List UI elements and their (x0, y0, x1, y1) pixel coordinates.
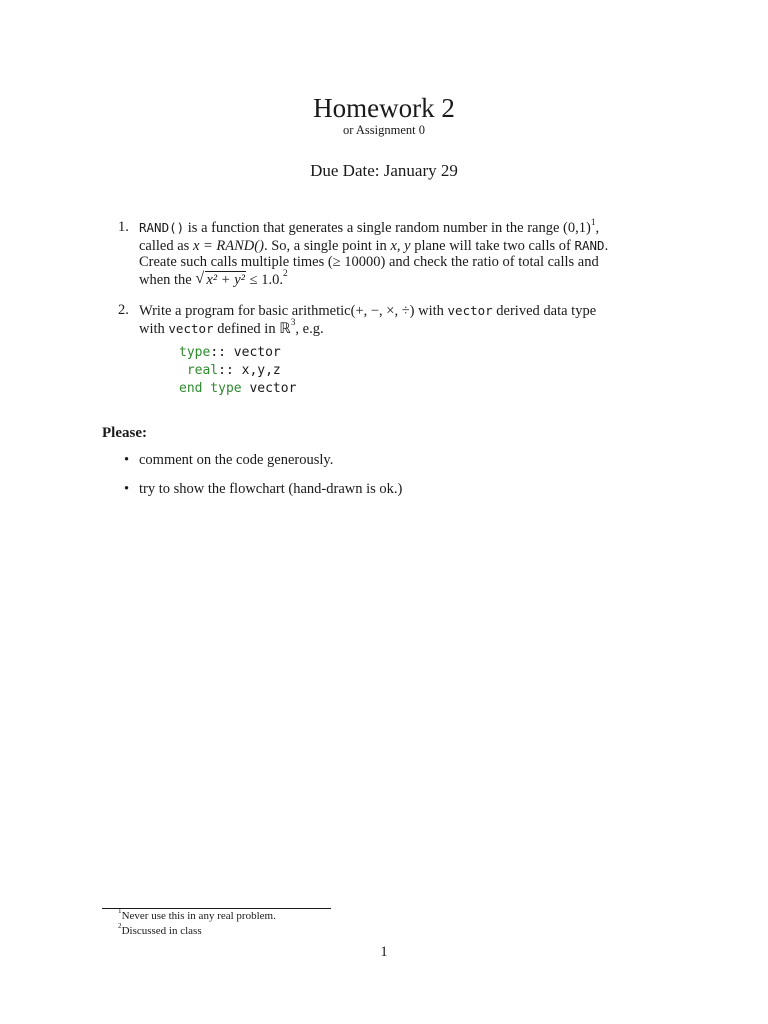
text: derived data type (492, 303, 597, 319)
radicand: x² + y² (206, 271, 245, 288)
text: when the (139, 271, 196, 288)
text: ≤ 1.0. (245, 271, 283, 288)
problem-1-line-2 (139, 237, 679, 255)
code-line-3 (179, 380, 296, 398)
code-text: vector (241, 381, 297, 396)
code-block (179, 344, 296, 398)
bullet-icon: • (124, 452, 130, 468)
code-text: :: vector (210, 345, 281, 360)
inline-code: vector (168, 320, 214, 336)
text: . (604, 237, 609, 254)
problem-1-line-1 (139, 219, 679, 237)
text: Write a program for basic arithmetic(+, −, ×, ÷) with (139, 303, 448, 319)
problem-1-line-3: Create such calls multiple times (≥ 10000) and check the ratio of total calls and (139, 254, 599, 270)
problem-number: 2. (118, 302, 129, 318)
footnote-rule (102, 908, 331, 909)
superscript: 3 (290, 318, 296, 329)
footnote-1 (118, 907, 276, 923)
text: is a function that generates a single random number in the range (0,1) (184, 220, 591, 236)
inline-code: RAND (574, 237, 605, 253)
footnote-ref: 1 (590, 217, 596, 228)
problem-2-line-2 (139, 320, 679, 338)
list-item (124, 452, 333, 469)
page-subtitle: or Assignment 0 (343, 123, 425, 137)
due-date: Due Date: January 29 (310, 161, 458, 180)
problem-number: 1. (118, 219, 129, 235)
text: plane will take two calls of (410, 237, 575, 254)
footnote-mark: 1 (118, 907, 122, 916)
page-title: Homework 2 (313, 93, 455, 123)
list-item (124, 481, 402, 498)
bullet-icon: • (124, 481, 130, 497)
square-root (195, 269, 246, 290)
problem-2-line-1 (139, 302, 679, 320)
footnote-ref: 2 (282, 269, 288, 280)
code-line-2 (179, 362, 296, 380)
inline-code: vector (447, 303, 493, 318)
code-keyword: end type (179, 381, 242, 396)
math: x = RAND() (192, 237, 264, 254)
list-item-text: try to show the flowchart (hand-drawn is ok.) (139, 481, 403, 497)
code-keyword: real (186, 363, 219, 378)
text: , (595, 220, 600, 236)
please-heading: Please: (102, 425, 147, 441)
page-number: 1 (380, 944, 388, 960)
footnote-mark: 2 (118, 922, 122, 931)
code-keyword: type (179, 345, 211, 360)
code-line-1 (179, 344, 296, 362)
footnote-text: Discussed in class (121, 925, 202, 937)
footnote-text: Never use this in any real problem. (121, 910, 276, 922)
text: with (139, 320, 169, 337)
problem-1-line-4 (139, 269, 679, 290)
inline-code: RAND() (139, 220, 185, 235)
radical-icon: √ (195, 269, 205, 287)
text: called as (139, 237, 193, 254)
math: x, y (390, 237, 411, 254)
footnote-2 (118, 922, 202, 938)
code-text: :: x,y,z (218, 363, 281, 378)
list-item-text: comment on the code generously. (139, 452, 334, 468)
text: defined in ℝ (213, 320, 291, 337)
text: , e.g. (295, 320, 324, 337)
text: . So, a single point in (263, 237, 391, 254)
